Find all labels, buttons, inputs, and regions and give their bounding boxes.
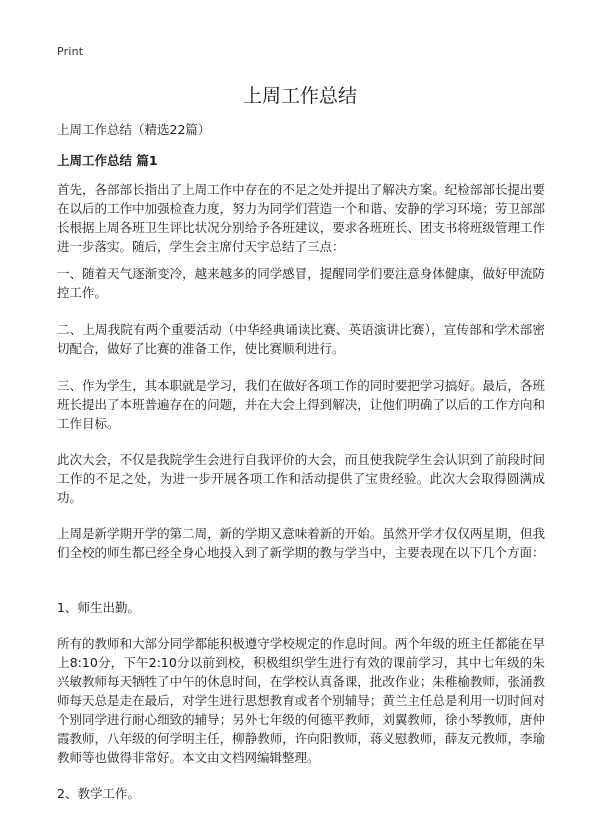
paragraph-new-term: 上周是新学期开学的第二周，新的学期又意味着新的开始。虽然开学才仅仅两星期，但我们全校的师生都已经全身心地投入到了新学期的教与学当中，主要表现在以下几个方面： <box>57 526 545 560</box>
print-label: Print <box>57 45 84 58</box>
document-title: 上周工作总结 <box>242 85 357 107</box>
paragraph-attendance: 所有的教师和大部分同学都能积极遵守学校规定的作息时间。两个年级的班主任都能在早上8:10分，下午2:10分以前到校，积极组织学生进行有效的课前学习，其中七年级的朱兴敏教师每天牺牲了中午的休息时间，在学校认真备课，批改作业；朱稚榆教师，张涌教师每天总是走在最后，对学生进行思想教育或者个别辅导；黄兰主任总是利用一切时间对个别同学进行耐心细致的辅导；另外七年级的何德平教师，刘翼教师，徐小琴教师，唐仲霞教师，八年级的何学明主任，柳静教师，许向阳教师，蒋义慰教师，薛友元教师，李瑜教师等也做得非常好。本文由文档网编辑整理。 <box>57 636 545 765</box>
paragraph-heading-teaching: 2、教学工作。 <box>57 786 140 801</box>
paragraph-conclusion: 此次大会，不仅是我院学生会进行自我评价的大会，而且使我院学生会认识到了前段时间工作的不足之处，为进一步开展各项工作和活动提供了宝贵经验。此次大会取得圆满成功。 <box>57 452 545 505</box>
paragraph-point-3: 三、作为学生，其本职就是学习，我们在做好各项工作的同时要把学习搞好。最后，各班班长提出了本班普遍存在的问题，并在大会上得到解决，让他们明确了以后的工作方向和工作目标。 <box>57 378 545 431</box>
paragraph-intro: 首先，各部部长指出了上周工作中存在的不足之处并提出了解决方案。纪检部部长提出要在以后的工作中加强检查力度，努力为同学们营造一个和谐、安静的学习环境；劳卫部部长根据上周各班卫生评比状况分别给予各班建议，要求各班班长、团支书将班级管理工作进一步落实。随后，学生会主席付天宇总结了三点： <box>57 182 545 254</box>
section-heading: 上周工作总结 篇1 <box>57 153 158 168</box>
paragraph-point-2: 二、上周我院有两个重要活动（中华经典诵读比赛、英语演讲比赛），宣传部和学术部密切配合，做好了比赛的准备工作，使比赛顺利进行。 <box>57 322 545 356</box>
paragraph-heading-attendance: 1、师生出勤。 <box>57 600 140 615</box>
paragraph-point-1: 一、随着天气逐渐变冷，越来越多的同学感冒，提醒同学们要注意身体健康，做好甲流防控工作。 <box>57 266 545 300</box>
document-subtitle: 上周工作总结（精选22篇） <box>57 122 211 137</box>
